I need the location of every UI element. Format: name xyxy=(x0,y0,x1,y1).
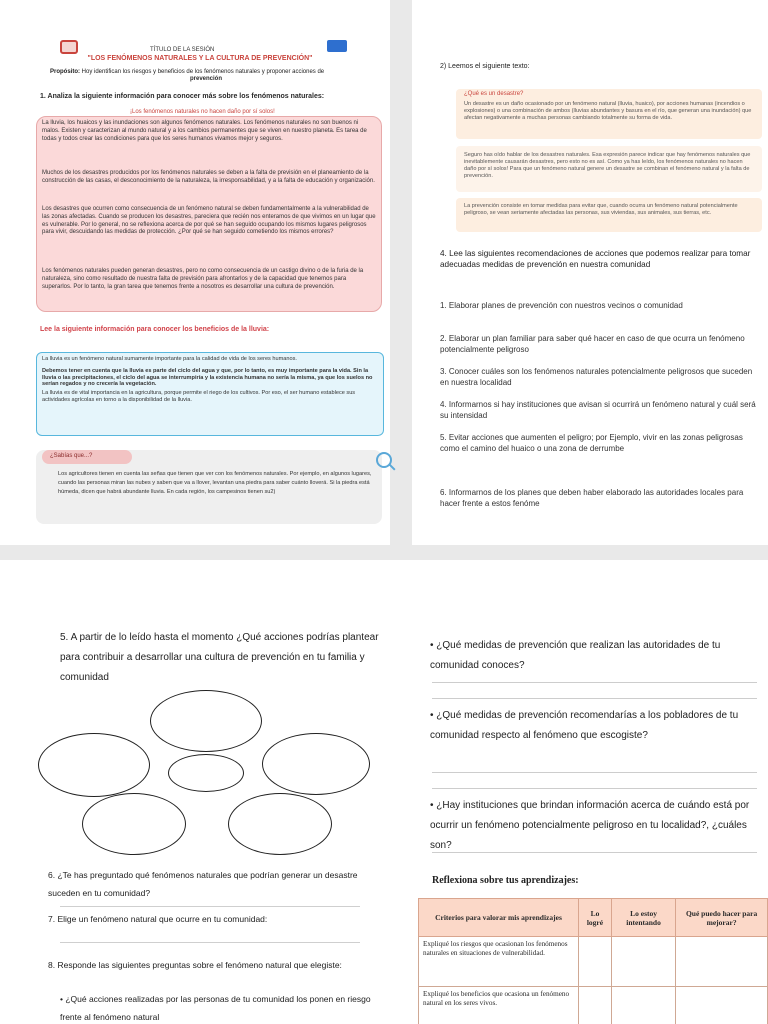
rain-paragraph-2: Debemos tener en cuenta que la lluvia es parte del ciclo del agua y que, por lo tanto, es muy importante para la vida. Sin la lluvia o las precipitaciones, el ciclo del agua se interrumpiría y la existencia humana no sería la misma, ya que los suelos no serían regados y no crecería la vegetación. xyxy=(42,367,373,388)
table-header-row xyxy=(419,899,768,937)
info-box-heading: ¡Los fenómenos naturales no hacen daño por sí solos! xyxy=(130,109,275,115)
did-you-know-label: ¿Sabías que...? xyxy=(42,450,132,464)
mind-map-bubble-right[interactable] xyxy=(262,733,370,795)
answer-line-recommended-2[interactable] xyxy=(432,788,757,789)
answer-line-6[interactable] xyxy=(60,906,360,907)
reflect-heading: Reflexiona sobre tus aprendizajes: xyxy=(432,875,579,886)
disaster-definition-text: Un desastre es un daño ocasionado por un fenómeno natural (lluvia, huaico), por acciones humanas (incendios o explosiones) o una combinación de ambos (lluvias abundantes y basura en el río, que generan una inundación) que afectan negativamente a muchas personas cambiando totalmente su forma de vida. xyxy=(464,101,752,121)
worksheet-page-2 xyxy=(412,0,768,545)
question-4: 4. Lee las siguientes recomendaciones de acciones que podemos realizar para tomar adecuadas medidas de prevención en nuestra comunidad xyxy=(440,249,751,269)
question-1: 1. Analiza la siguiente información para conocer más sobre los fenómenos naturales: xyxy=(40,93,325,100)
natural-disaster-text: Seguro has oído hablar de los desastres naturales. Esa expresión parece indicar que hay fenómenos naturales que inevitablemente causarán desastres, pero esto no es así. Como ya has leído, los fenómenos naturales no hacen daño por sí solos! Para que un fenómeno natural genere un desastre se combinan el fenómeno natural y la falta de prevención. xyxy=(464,152,751,179)
answer-line-institutions[interactable] xyxy=(432,852,757,853)
trying-cell[interactable] xyxy=(611,937,675,987)
rain-benefits-heading: Lee la siguiente información para conocer los beneficios de la lluvia: xyxy=(40,326,270,333)
improve-cell[interactable] xyxy=(676,937,768,987)
purpose-line xyxy=(50,68,370,76)
did-you-know-text: Los agricultores tienen en cuenta las señas que tienen que ver con los fenómenos naturales. Por ejemplo, en algunos lugares, cuando las personas miran las nubes y saben que va a llover, levantan una piedra para saber cuánto lloverá. Si la piedra está húmeda, dicen que habrá abundante lluvia. En cada región, los campesinos tienen su2) xyxy=(58,471,372,495)
ministry-logo-icon xyxy=(327,40,347,52)
achieved-cell[interactable] xyxy=(579,937,612,987)
improve-cell[interactable] xyxy=(676,987,768,1024)
question-8-bullet: • ¿Qué acciones realizadas por las personas de tu comunidad los ponen en riesgo frente al fenómeno natural xyxy=(60,994,371,1022)
info-paragraph-4: Los fenómenos naturales pueden generan desastres, pero no como consecuencia de un castigo divino o de la furia de la naturaleza, sino como resultado de nuestra falta de previsión para afrontarlos y de la capacidad que tenemos para superarlos. Por lo tanto, la gran tarea que tenemos frente a nosotros es desarrollar una cultura de prevención. xyxy=(42,268,364,290)
header-achieved: Lo logré xyxy=(579,899,612,937)
info-paragraph-1: La lluvia, los huaicos y las inundaciones son algunos fenómenos naturales. Los fenómenos naturales no son buenos ni malos. Existen y caracterizan al mundo natural y a los cambios permanentes que se viven en nuestro planeta. Es tarea de todas y todos crear las condiciones para que los seres humanos vivamos mejor y seguros. xyxy=(42,120,367,142)
info-paragraph-3: Los desastres que ocurren como consecuencia de un fenómeno natural se deben fundamentalmente a la vulnerabilidad de las zonas afectadas. Cuando se producen los desastres, pareciera que recién nos enteramos de que vivimos en un lugar que es vulnerable. Por lo general, no se reflexiona acerca de por qué se han seguido ocupando los mismos lugares peligrosos para vivir, descuidando las medidas de protección. ¿Por qué se han seguido cometiendo los mismos errores? xyxy=(42,206,376,236)
criteria-cell: Expliqué los riesgos que ocasionan los fenómenos naturales en situaciones de vulnerabilidad. xyxy=(419,937,579,987)
purpose-end: prevención xyxy=(190,76,223,82)
recommendation-1: 1. Elaborar planes de prevención con nuestros vecinos o comunidad xyxy=(440,301,683,310)
trying-cell[interactable] xyxy=(611,987,675,1024)
header-criteria: Criterios para valorar mis aprendizajes xyxy=(419,899,579,937)
table-row xyxy=(419,937,768,987)
rain-paragraph-3: La lluvia es de vital importancia en la agricultura, porque permite el riego de los cultivos. Por eso, el ser humano establece sus actividades agrícolas en torno a la disponibilidad de la lluvia. xyxy=(42,390,356,403)
recommendation-5: 5. Evitar acciones que aumenten el peligro; por Ejemplo, vivir en las zonas peligrosas como el camino del huaico o una zona de derrumbe xyxy=(440,433,743,453)
recommendation-4: 4. Informarnos si hay instituciones que avisan si ocurrirá un fenómeno natural y cuál será su intensidad xyxy=(440,400,756,420)
criteria-cell: Expliqué los beneficios que ocasiona un fenómeno natural en los seres vivos. xyxy=(419,987,579,1024)
answer-line-recommended[interactable] xyxy=(432,772,757,773)
answer-line-7[interactable] xyxy=(60,942,360,943)
rain-paragraph-1: La lluvia es un fenómeno natural sumamente importante para la calidad de vida de los seres humanos. xyxy=(42,356,297,362)
rain-info-text xyxy=(42,356,378,404)
recommendation-6: 6. Informarnos de los planes que deben haber elaborado las autoridades locales para hacer frente a estos fenóme xyxy=(440,488,744,508)
achieved-cell[interactable] xyxy=(579,987,612,1024)
self-assessment-table xyxy=(418,898,768,1024)
info-paragraph-2: Muchos de los desastres producidos por los fenómenos naturales se deben a la falta de previsión en el planeamiento de la construcción de las casas, el desconocimiento de la naturaleza, la irresponsabilidad, y a la falta de educación y organización. xyxy=(42,170,375,184)
question-6: 6. ¿Te has preguntado qué fenómenos naturales que podrían generar un desastre suceden en tu comunidad? xyxy=(48,870,358,898)
header-improve: Qué puedo hacer para mejorar? xyxy=(676,899,768,937)
prevention-text: La prevención consiste en tomar medidas para evitar que, cuando ocurra un fenómeno natural potencialmente peligroso, se vean seriamente afectadas las personas, sus viviendas, sus animales, sus tierras, etc. xyxy=(464,203,738,216)
mind-map-bubble-left[interactable] xyxy=(38,733,150,797)
question-authorities-measures: • ¿Qué medidas de prevención que realizan las autoridades de tu comunidad conoces? xyxy=(430,640,721,671)
answer-line-authorities[interactable] xyxy=(432,682,757,683)
answer-line-authorities-2[interactable] xyxy=(432,698,757,699)
question-5: 5. A partir de lo leído hasta el momento ¿Qué acciones podrías plantear para contribuir a desarrollar una cultura de prevención en tu familia y comunidad xyxy=(60,632,379,683)
document-title: "LOS FENÓMENOS NATURALES Y LA CULTURA DE PREVENCIÓN" xyxy=(87,55,313,62)
question-recommended-measures: • ¿Qué medidas de prevención recomendarías a los pobladores de tu comunidad respecto al fenómeno que escogiste? xyxy=(430,710,739,741)
mind-map-center[interactable] xyxy=(168,754,244,792)
question-7: 7. Elige un fenómeno natural que ocurre en tu comunidad: xyxy=(48,914,268,924)
read-text-label: 2) Leemos el siguiente texto: xyxy=(440,63,530,70)
mind-map-bubble-bottom-right[interactable] xyxy=(228,793,332,855)
table-row xyxy=(419,987,768,1024)
school-logo-icon xyxy=(60,40,78,54)
session-label: TÍTULO DE LA SESIÓN xyxy=(150,47,215,53)
purpose-prefix: Propósito: xyxy=(50,69,80,75)
question-institutions: • ¿Hay instituciones que brindan información acerca de cuándo está por ocurrir un fenómeno potencialmente peligroso en tu localidad?, ¿cuáles son? xyxy=(430,800,750,851)
disaster-definition-heading: ¿Qué es un desastre? xyxy=(464,91,524,97)
question-8: 8. Responde las siguientes preguntas sobre el fenómeno natural que elegiste: xyxy=(48,960,342,970)
recommendation-3: 3. Conocer cuáles son los fenómenos naturales potencialmente peligrosos que suceden en nuestra localidad xyxy=(440,367,753,387)
mind-map-bubble-top[interactable] xyxy=(150,690,262,752)
purpose-text: Hoy identifican los riesgos y beneficios de los fenómenos naturales y proponer acciones de xyxy=(81,69,325,75)
mind-map-bubble-bottom-left[interactable] xyxy=(82,793,186,855)
header-trying: Lo estoy intentando xyxy=(611,899,675,937)
recommendation-2: 2. Elaborar un plan familiar para saber qué hacer en caso de que ocurra un fenómeno potencialmente peligroso xyxy=(440,334,745,354)
